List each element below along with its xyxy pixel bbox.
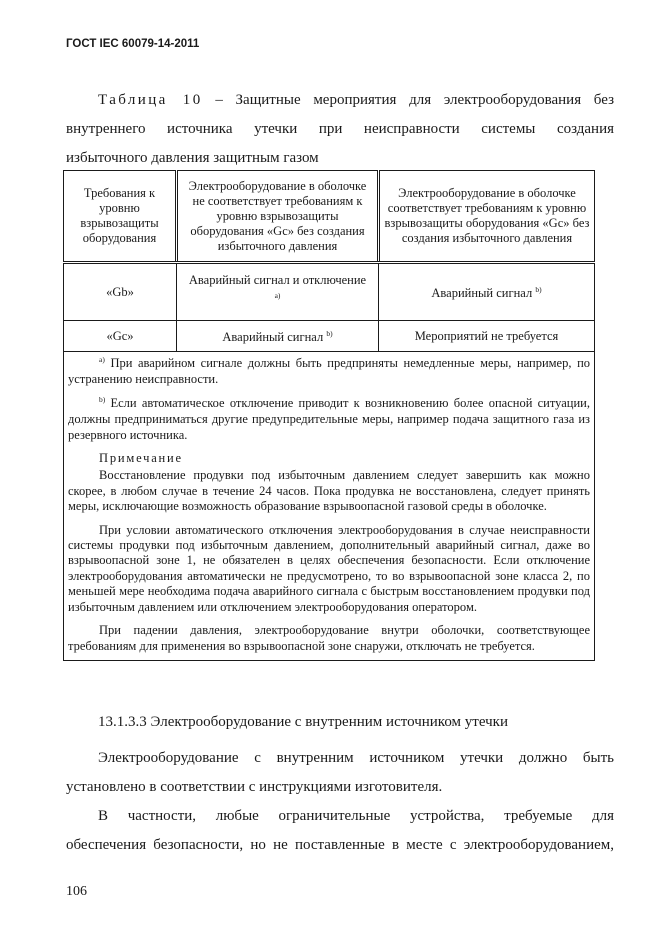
note-paragraph: При условии автоматического отключения электрооборудования в случае неисправности системы продувки под избыточным давлением, дополнительный аварийный сигнал, даже во взрывоопасной зоне 1, не обязателен в целях обеспечения безопасности. Если отключение электрооборудования автоматически не предусмотрено, то во взрывоопасной зоне класса 2, по меньшей мере необходима подача аварийного сигнала с быстрым восстановлением продувки под избыточным давлением или отключением электрооборудования оператором. <box>68 522 590 614</box>
table-row <box>64 321 595 352</box>
header-equipment-protection-level: Требования к уровню взрывозащиты оборудования <box>64 171 177 263</box>
page-number: 106 <box>66 884 87 899</box>
footnote-mark-b: b) <box>99 394 106 404</box>
section-heading: 13.1.3.3 Электрооборудование с внутренним источником утечки <box>98 714 508 730</box>
footnote-a <box>68 356 590 388</box>
table-notes-cell <box>64 352 595 661</box>
cell-level: «Gb» <box>64 263 177 321</box>
protection-measures-table <box>63 170 595 661</box>
cell-measure-text: Аварийный сигнал <box>431 286 533 301</box>
table-caption <box>66 86 614 173</box>
caption-label: Таблица 10 <box>98 92 203 108</box>
cell-measure <box>177 263 379 321</box>
paragraph-1-line-2: установлено в соответствии с инструкциями изготовителя. <box>66 779 443 795</box>
cell-measure-text: Аварийный сигнал и отключение <box>188 273 367 287</box>
footnote-text: При аварийном сигнале должны быть предприняты немедленные меры, например, по устранению неисправности. <box>68 356 591 387</box>
footnote-mark-a: a) <box>99 355 105 364</box>
cell-level: «Gc» <box>64 321 177 352</box>
table-row <box>64 263 595 321</box>
caption-line-2: внутреннего источника утечки при неисправности системы создания <box>66 121 614 137</box>
footnote-text: Если автоматическое отключение приводит к возникновению более опасной ситуации, должны предприниматься другие предупредительные меры, например подача защитного газа из резервного источника. <box>68 395 591 442</box>
paragraph-2-line-2: обеспечения безопасности, но не поставленные в месте с электрооборудованием, <box>66 837 614 853</box>
note-paragraph: При падении давления, электрооборудование внутри оболочки, соответствующее требованиям для применения во взрывоопасной зоне снаружи, отключать не требуется. <box>68 623 590 653</box>
footnote-ref-b: b) <box>326 329 333 339</box>
caption-title-part-1: – Защитные мероприятия для электрооборудования без <box>202 92 614 108</box>
document-code-header: ГОСТ IEC 60079-14-2011 <box>66 38 200 50</box>
cell-measure-text: Аварийный сигнал <box>222 330 324 345</box>
header-enclosure-not-compliant: Электрооборудование в оболочке не соответствует требованиям к уровню взрывозащиты оборудования «Gc» без создания избыточного давления <box>177 171 379 263</box>
paragraph-1-line-1: Электрооборудование с внутренним источником утечки должно быть <box>98 750 614 766</box>
caption-line-3: избыточного давления защитным газом <box>66 150 319 166</box>
header-enclosure-compliant: Электрооборудование в оболочке соответствует требованиям к уровню взрывозащиты оборудования «Gc» без создания избыточного давления <box>379 171 595 263</box>
footnote-ref-b: b) <box>535 285 542 295</box>
cell-measure <box>177 321 379 352</box>
table-notes-row <box>64 352 595 661</box>
footnote-b <box>68 396 590 443</box>
cell-measure <box>379 263 595 321</box>
footnote-ref-a: a) <box>274 291 281 300</box>
note-title <box>68 451 590 466</box>
cell-measure: Мероприятий не требуется <box>379 321 595 352</box>
table-header-row <box>64 171 595 263</box>
note-paragraph: Восстановление продувки под избыточным давлением следует завершить как можно скорее, в любом случае в течение 24 часов. Пока продувка не восстановлена, следует принять меры, исключающие возможность образование взрывоопасной газовой среды в оболочке. <box>68 468 590 514</box>
note-title-text: Примечание <box>99 451 183 466</box>
paragraph-2-line-1: В частности, любые ограничительные устройства, требуемые для <box>98 808 614 824</box>
caption-line-1 <box>66 86 614 115</box>
